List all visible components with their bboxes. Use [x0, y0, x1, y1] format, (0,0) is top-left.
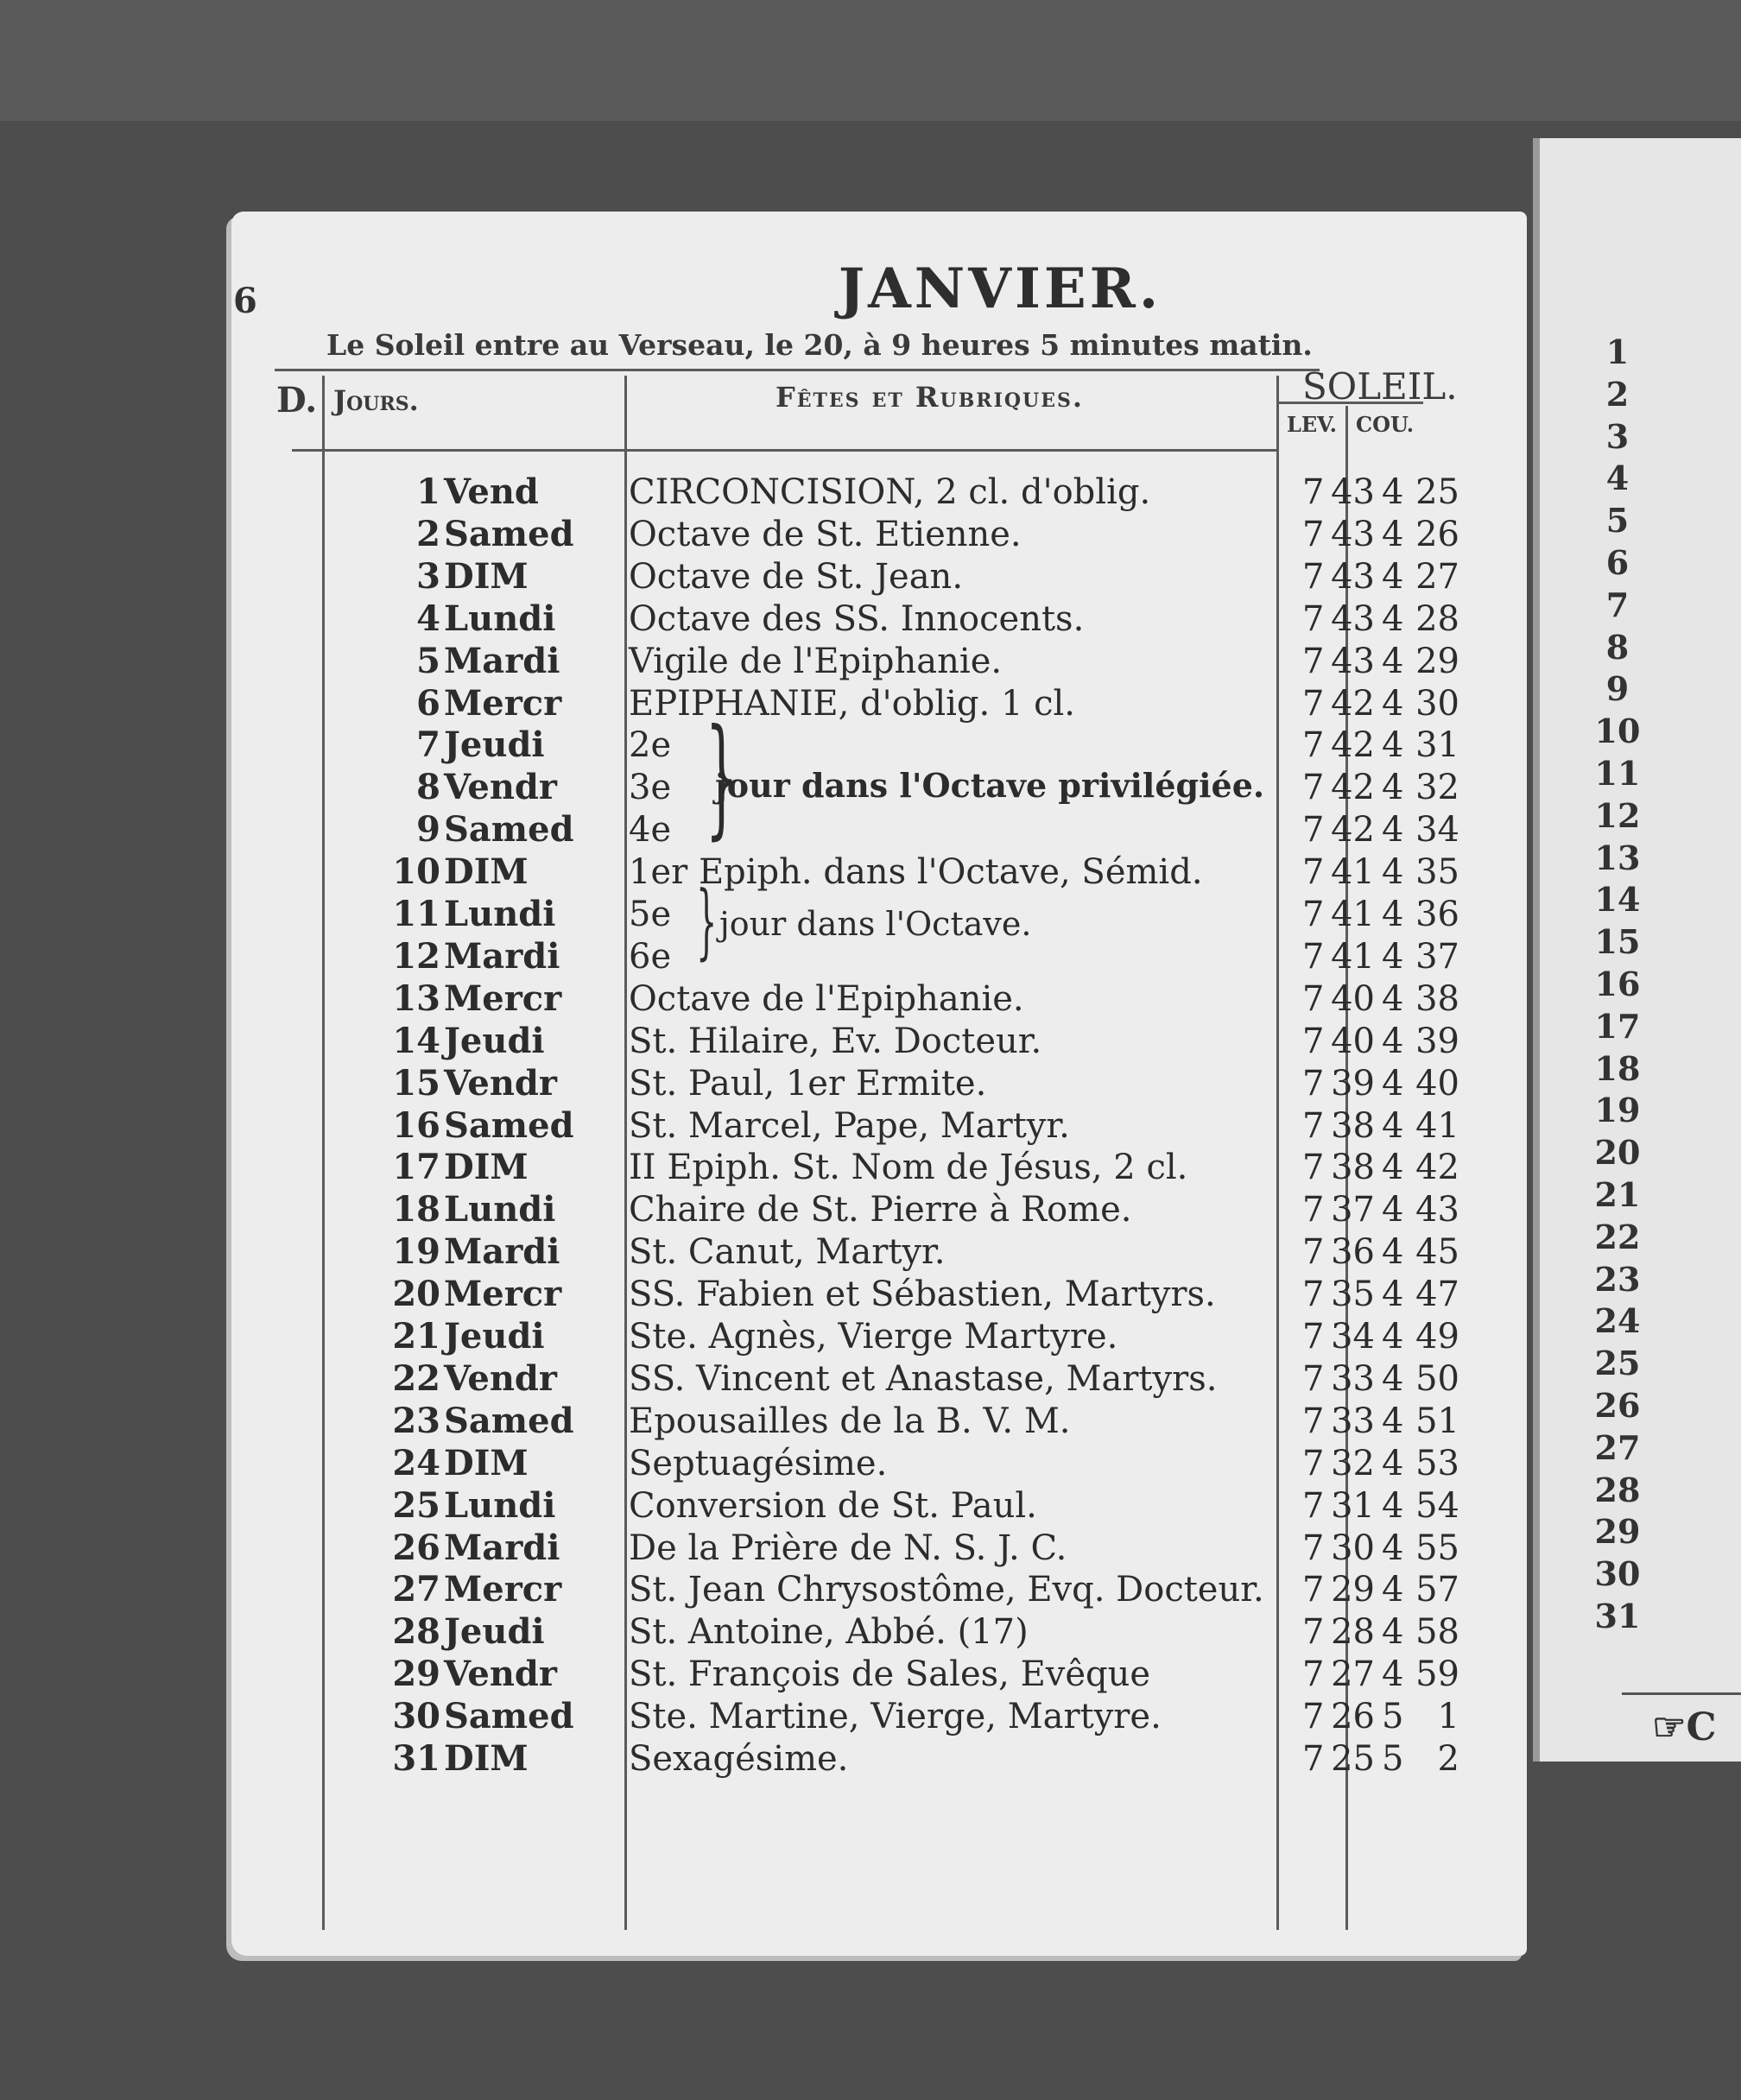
table-row: [231, 1315, 1527, 1358]
sunrise-minute: 43: [1331, 472, 1375, 512]
sunset-hour: 4: [1382, 1021, 1404, 1061]
sunrise-hour: 7: [1302, 936, 1325, 977]
sunrise-minute: 38: [1331, 1148, 1375, 1188]
table-row: [231, 1062, 1527, 1105]
sunrise-hour: 7: [1302, 598, 1325, 639]
sunset-minute: 49: [1415, 1317, 1459, 1357]
day-number: 13: [392, 977, 440, 1019]
right-page-number: 18: [1594, 1048, 1641, 1088]
feast: 1er Epiph. dans l'Octave, Sémid.: [629, 852, 1203, 893]
sunrise-hour: 7: [1302, 556, 1325, 597]
right-page-number: 3: [1605, 416, 1630, 456]
right-page-number: 11: [1594, 754, 1641, 793]
right-page-number: 30: [1594, 1554, 1641, 1594]
weekday: Vendr: [444, 1062, 557, 1104]
sunset-minute: 36: [1415, 895, 1459, 934]
sunrise-minute: 32: [1331, 1443, 1375, 1483]
day-number: 10: [392, 851, 440, 893]
sunset-hour: 4: [1382, 1063, 1404, 1104]
right-page-number: 8: [1605, 627, 1630, 667]
feast: St. Paul, 1er Ermite.: [629, 1063, 987, 1104]
sunrise-hour: 7: [1302, 1570, 1325, 1610]
feast: CIRCONCISION, 2 cl. d'oblig.: [629, 472, 1151, 512]
right-page-number: 19: [1594, 1091, 1641, 1130]
day-number: 31: [392, 1738, 440, 1779]
sunset-minute: 55: [1415, 1528, 1459, 1568]
right-page-rule: [1622, 1692, 1741, 1695]
sunrise-hour: 7: [1302, 1190, 1325, 1230]
day-number: 3: [416, 555, 440, 597]
sunset-minute: 31: [1415, 725, 1459, 766]
day-number: 20: [392, 1274, 440, 1315]
feast: Chaire de St. Pierre à Rome.: [629, 1190, 1132, 1230]
sunset-hour: 4: [1382, 1148, 1404, 1188]
sunset-minute: 57: [1415, 1570, 1459, 1610]
sunrise-minute: 39: [1331, 1063, 1375, 1104]
weekday: Jeudi: [444, 1316, 545, 1357]
sunrise-hour: 7: [1302, 1528, 1325, 1568]
feast: St. Hilaire, Ev. Docteur.: [629, 1021, 1042, 1061]
table-row: [231, 724, 1527, 767]
sunrise-minute: 41: [1331, 895, 1375, 934]
sunrise-minute: 41: [1331, 852, 1375, 893]
right-page-number: 23: [1594, 1259, 1641, 1299]
table-row: [231, 1020, 1527, 1063]
sunrise-hour: 7: [1302, 1317, 1325, 1357]
weekday: Mercr: [444, 977, 562, 1019]
table-row: [231, 1737, 1527, 1781]
header-cou: COU.: [1356, 412, 1415, 437]
sunrise-hour: 7: [1302, 1148, 1325, 1188]
sunset-minute: 40: [1415, 1063, 1459, 1104]
sunset-hour: 4: [1382, 1612, 1404, 1653]
sunrise-minute: 37: [1331, 1190, 1375, 1230]
day-number: 1: [416, 471, 440, 512]
feast: II Epiph. St. Nom de Jésus, 2 cl.: [629, 1148, 1188, 1188]
sunrise-minute: 29: [1331, 1570, 1375, 1610]
sunset-hour: 4: [1382, 1105, 1404, 1146]
sunrise-hour: 7: [1302, 1275, 1325, 1315]
weekday: DIM: [444, 1147, 529, 1188]
right-page-number: 27: [1594, 1427, 1641, 1467]
right-page-number: 17: [1594, 1006, 1641, 1046]
feast: Conversion de St. Paul.: [629, 1485, 1037, 1526]
table-row: [231, 1653, 1527, 1696]
day-number: 16: [392, 1104, 440, 1146]
table-row: [231, 1104, 1527, 1148]
header-lev: LEV.: [1287, 412, 1337, 437]
right-page-number: 2: [1605, 374, 1630, 414]
feast: 6e: [629, 936, 672, 977]
weekday: Mardi: [444, 935, 560, 977]
sunrise-minute: 43: [1331, 641, 1375, 681]
header-rule: [292, 449, 1276, 452]
weekday: Samed: [444, 513, 574, 554]
sunrise-minute: 41: [1331, 936, 1375, 977]
sunrise-minute: 30: [1331, 1528, 1375, 1568]
sunset-minute: 58: [1415, 1612, 1459, 1653]
table-row: [231, 1400, 1527, 1443]
sunrise-hour: 7: [1302, 514, 1325, 554]
sunset-hour: 4: [1382, 895, 1404, 934]
month-title: JANVIER.: [838, 256, 1162, 321]
sunrise-hour: 7: [1302, 852, 1325, 893]
right-page-number: 29: [1594, 1512, 1641, 1552]
feast: SS. Vincent et Anastase, Martyrs.: [629, 1358, 1218, 1399]
table-row: [231, 1273, 1527, 1316]
day-number: 18: [392, 1189, 440, 1230]
sunset-hour: 4: [1382, 852, 1404, 893]
right-page-number: 28: [1594, 1470, 1641, 1509]
weekday: Jeudi: [444, 724, 545, 766]
sunrise-minute: 31: [1331, 1485, 1375, 1526]
sunset-minute: 30: [1415, 683, 1459, 724]
sunrise-minute: 27: [1331, 1654, 1375, 1695]
sunset-hour: 4: [1382, 556, 1404, 597]
sunset-hour: 4: [1382, 978, 1404, 1019]
table-row: [231, 1188, 1527, 1231]
sunrise-hour: 7: [1302, 1739, 1325, 1779]
table-row: [231, 808, 1527, 851]
weekday: Vend: [444, 471, 539, 512]
feast: Septuagésime.: [629, 1443, 888, 1483]
day-number: 29: [392, 1654, 440, 1695]
right-page-number: 24: [1594, 1301, 1641, 1341]
sunrise-minute: 25: [1331, 1739, 1375, 1779]
header-day: D.: [276, 380, 318, 421]
sunset-minute: 28: [1415, 598, 1459, 639]
sunrise-minute: 35: [1331, 1275, 1375, 1315]
sunset-minute: 51: [1415, 1401, 1459, 1441]
sunrise-minute: 43: [1331, 514, 1375, 554]
sunset-hour: 4: [1382, 1401, 1404, 1441]
sunrise-hour: 7: [1302, 1443, 1325, 1483]
sunrise-minute: 28: [1331, 1612, 1375, 1653]
weekday: Vendr: [444, 767, 557, 808]
day-number: 7: [416, 724, 440, 766]
day-number: 21: [392, 1316, 440, 1357]
sunset-hour: 4: [1382, 1190, 1404, 1230]
table-row: [231, 1568, 1527, 1611]
right-page-number: 21: [1594, 1175, 1641, 1214]
weekday: Lundi: [444, 598, 556, 639]
page-number: 6: [233, 281, 257, 321]
table-row: [231, 1695, 1527, 1738]
sunset-hour: 4: [1382, 1443, 1404, 1483]
weekday: Samed: [444, 809, 574, 851]
sunrise-minute: 33: [1331, 1401, 1375, 1441]
sunset-hour: 4: [1382, 641, 1404, 681]
feast: St. Antoine, Abbé. (17): [629, 1612, 1029, 1653]
weekday: Vendr: [444, 1654, 557, 1695]
sunset-hour: 4: [1382, 472, 1404, 512]
sunset-minute: 38: [1415, 978, 1459, 1019]
feast: 5e: [629, 895, 672, 934]
table-row: [231, 1442, 1527, 1485]
subtitle: Le Soleil entre au Verseau, le 20, à 9 heures 5 minutes matin.: [326, 328, 1313, 362]
sunrise-hour: 7: [1302, 1401, 1325, 1441]
day-number: 24: [392, 1442, 440, 1483]
table-row: [231, 851, 1527, 894]
right-page-number: 10: [1594, 712, 1641, 751]
weekday: Vendr: [444, 1357, 557, 1399]
sunset-hour: 4: [1382, 1232, 1404, 1273]
right-page-number: 5: [1605, 501, 1630, 541]
sunrise-minute: 43: [1331, 556, 1375, 597]
feast: Epousailles de la B. V. M.: [629, 1401, 1071, 1441]
top-rule: [275, 369, 1320, 371]
table-row: [231, 682, 1527, 725]
right-page-number: 4: [1605, 459, 1630, 498]
sunrise-hour: 7: [1302, 1485, 1325, 1526]
sunrise-hour: 7: [1302, 1063, 1325, 1104]
right-page-number: 31: [1594, 1597, 1641, 1635]
day-number: 27: [392, 1569, 440, 1610]
header-fetes: Fêtes et Rubriques.: [776, 381, 1085, 414]
sunrise-hour: 7: [1302, 725, 1325, 766]
weekday: Mardi: [444, 1527, 560, 1568]
sunset-hour: 4: [1382, 1528, 1404, 1568]
right-page-number: 25: [1594, 1344, 1641, 1383]
day-number: 6: [416, 682, 440, 724]
right-page-number: 14: [1594, 880, 1641, 920]
sunset-minute: 2: [1437, 1739, 1459, 1779]
sunset-hour: 4: [1382, 1358, 1404, 1399]
sunrise-hour: 7: [1302, 978, 1325, 1019]
sunset-hour: 5: [1382, 1697, 1404, 1737]
header-jours: Jours.: [333, 384, 419, 417]
sunrise-hour: 7: [1302, 1232, 1325, 1273]
sunset-hour: 4: [1382, 1654, 1404, 1695]
feast: 2e: [629, 725, 672, 766]
table-row: [231, 555, 1527, 598]
weekday: Samed: [444, 1696, 574, 1737]
sunset-minute: 26: [1415, 514, 1459, 554]
table-row: [231, 1146, 1527, 1189]
weekday: Mardi: [444, 640, 560, 681]
right-page-number: 15: [1594, 922, 1641, 962]
sunset-hour: 5: [1382, 1739, 1404, 1779]
weekday: Jeudi: [444, 1611, 545, 1653]
sunrise-minute: 42: [1331, 810, 1375, 851]
feast: Octave de St. Jean.: [629, 556, 964, 597]
weekday: DIM: [444, 555, 529, 597]
feast: SS. Fabien et Sébastien, Martyrs.: [629, 1275, 1216, 1315]
sunset-hour: 4: [1382, 725, 1404, 766]
sunset-hour: 4: [1382, 768, 1404, 808]
weekday: Mercr: [444, 1274, 562, 1315]
day-number: 8: [416, 767, 440, 808]
sunset-minute: 1: [1437, 1697, 1459, 1737]
sunrise-minute: 42: [1331, 768, 1375, 808]
weekday: Samed: [444, 1400, 574, 1441]
sunrise-minute: 42: [1331, 683, 1375, 724]
sunset-minute: 34: [1415, 810, 1459, 851]
feast: Sexagésime.: [629, 1739, 849, 1779]
feast: 3e: [629, 768, 672, 808]
sunrise-minute: 26: [1331, 1697, 1375, 1737]
table-row: [231, 1527, 1527, 1570]
sunrise-hour: 7: [1302, 1021, 1325, 1061]
sunset-hour: 4: [1382, 514, 1404, 554]
table-row: [231, 1357, 1527, 1401]
sunset-minute: 29: [1415, 641, 1459, 681]
sunset-hour: 4: [1382, 936, 1404, 977]
weekday: Samed: [444, 1104, 574, 1146]
sunrise-hour: 7: [1302, 641, 1325, 681]
feast: St. Marcel, Pape, Martyr.: [629, 1105, 1070, 1146]
sunrise-minute: 36: [1331, 1232, 1375, 1273]
weekday: DIM: [444, 1738, 529, 1779]
background-top: [0, 0, 1741, 121]
brace-group-label-2: jour dans l'Octave.: [719, 905, 1032, 943]
sunrise-minute: 40: [1331, 978, 1375, 1019]
sunrise-hour: 7: [1302, 1697, 1325, 1737]
day-number: 4: [416, 598, 440, 639]
day-number: 5: [416, 640, 440, 681]
table-row: [231, 513, 1527, 556]
almanac-page: [231, 212, 1527, 1956]
weekday: Jeudi: [444, 1020, 545, 1061]
right-page-number: 16: [1594, 965, 1641, 1003]
day-number: 2: [416, 513, 440, 554]
right-page-number: 26: [1594, 1386, 1641, 1425]
right-page-number: 7: [1605, 585, 1630, 624]
table-row: [231, 640, 1527, 683]
right-page-number: 12: [1594, 795, 1641, 835]
sunset-hour: 4: [1382, 1570, 1404, 1610]
right-page-number: 1: [1605, 332, 1630, 371]
sunrise-minute: 40: [1331, 1021, 1375, 1061]
sunset-minute: 45: [1415, 1232, 1459, 1273]
day-number: 19: [392, 1231, 440, 1273]
sunset-hour: 4: [1382, 810, 1404, 851]
right-page-number: 20: [1594, 1133, 1641, 1173]
sunset-minute: 47: [1415, 1275, 1459, 1315]
day-number: 17: [392, 1147, 440, 1188]
sunset-hour: 4: [1382, 683, 1404, 724]
day-number: 28: [392, 1611, 440, 1653]
pointing-hand-icon: ☞C: [1652, 1705, 1717, 1749]
sunset-minute: 42: [1415, 1148, 1459, 1188]
right-page-number: 6: [1605, 543, 1630, 582]
feast: De la Prière de N. S. J. C.: [629, 1528, 1067, 1568]
feast: St. Jean Chrysostôme, Evq. Docteur.: [629, 1570, 1264, 1610]
sunrise-minute: 34: [1331, 1317, 1375, 1357]
weekday: Lundi: [444, 894, 556, 934]
right-page-number: 22: [1594, 1217, 1641, 1256]
sunrise-hour: 7: [1302, 810, 1325, 851]
day-number: 22: [392, 1357, 440, 1399]
feast: Octave de l'Epiphanie.: [629, 978, 1024, 1019]
sunset-minute: 41: [1415, 1105, 1459, 1146]
right-page-number: 9: [1605, 669, 1630, 709]
sunrise-minute: 38: [1331, 1105, 1375, 1146]
day-number: 14: [392, 1020, 440, 1061]
sunset-minute: 59: [1415, 1654, 1459, 1695]
day-number: 23: [392, 1400, 440, 1441]
feast: Ste. Agnès, Vierge Martyre.: [629, 1317, 1118, 1357]
sunset-minute: 25: [1415, 472, 1459, 512]
sunset-hour: 4: [1382, 1275, 1404, 1315]
weekday: DIM: [444, 1442, 529, 1483]
table-row: [231, 471, 1527, 514]
sunrise-hour: 7: [1302, 768, 1325, 808]
feast: St. François de Sales, Evêque: [629, 1654, 1151, 1695]
brace-left-2: }: [696, 874, 718, 969]
feast: Octave de St. Etienne.: [629, 514, 1022, 554]
table-row: [231, 977, 1527, 1021]
sunrise-hour: 7: [1302, 472, 1325, 512]
sunrise-hour: 7: [1302, 683, 1325, 724]
feast: Vigile de l'Epiphanie.: [629, 641, 1003, 681]
weekday: Mercr: [444, 1569, 562, 1610]
sunset-minute: 54: [1415, 1485, 1459, 1526]
day-number: 15: [392, 1062, 440, 1104]
sunset-minute: 50: [1415, 1358, 1459, 1399]
table-row: [231, 1610, 1527, 1654]
day-number: 30: [392, 1696, 440, 1737]
day-number: 25: [392, 1484, 440, 1526]
feast: Ste. Martine, Vierge, Martyre.: [629, 1697, 1162, 1737]
day-number: 12: [392, 935, 440, 977]
table-row: [231, 598, 1527, 641]
sunrise-minute: 43: [1331, 598, 1375, 639]
day-number: 9: [416, 809, 440, 851]
sunset-minute: 37: [1415, 936, 1459, 977]
sunset-hour: 4: [1382, 598, 1404, 639]
weekday: Mardi: [444, 1231, 560, 1273]
weekday: Lundi: [444, 1189, 556, 1230]
feast: Octave des SS. Innocents.: [629, 598, 1085, 639]
sunset-minute: 43: [1415, 1190, 1459, 1230]
brace-left: }: [705, 702, 738, 852]
brace-group-label: jour dans l'Octave privilégiée.: [715, 766, 1265, 805]
sunset-minute: 27: [1415, 556, 1459, 597]
feast: 4e: [629, 810, 672, 851]
sunset-minute: 39: [1415, 1021, 1459, 1061]
right-page: [1533, 138, 1741, 1762]
sunrise-hour: 7: [1302, 895, 1325, 934]
sunset-minute: 32: [1415, 768, 1459, 808]
sunrise-minute: 33: [1331, 1358, 1375, 1399]
sunrise-hour: 7: [1302, 1105, 1325, 1146]
weekday: Lundi: [444, 1484, 556, 1526]
sunset-hour: 4: [1382, 1485, 1404, 1526]
table-row: [231, 1484, 1527, 1528]
sunset-hour: 4: [1382, 1317, 1404, 1357]
weekday: Mercr: [444, 682, 562, 724]
feast: EPIPHANIE, d'oblig. 1 cl.: [629, 683, 1076, 724]
right-page-number: 13: [1594, 838, 1641, 877]
table-row: [231, 1230, 1527, 1274]
sunset-minute: 53: [1415, 1443, 1459, 1483]
sunrise-hour: 7: [1302, 1612, 1325, 1653]
sunrise-hour: 7: [1302, 1654, 1325, 1695]
header-soleil: SOLEIL.: [1302, 365, 1458, 408]
day-number: 26: [392, 1527, 440, 1568]
feast: St. Canut, Martyr.: [629, 1232, 946, 1273]
sunrise-minute: 42: [1331, 725, 1375, 766]
sunrise-hour: 7: [1302, 1358, 1325, 1399]
sunset-minute: 35: [1415, 852, 1459, 893]
day-number: 11: [392, 894, 440, 934]
weekday: DIM: [444, 851, 529, 893]
